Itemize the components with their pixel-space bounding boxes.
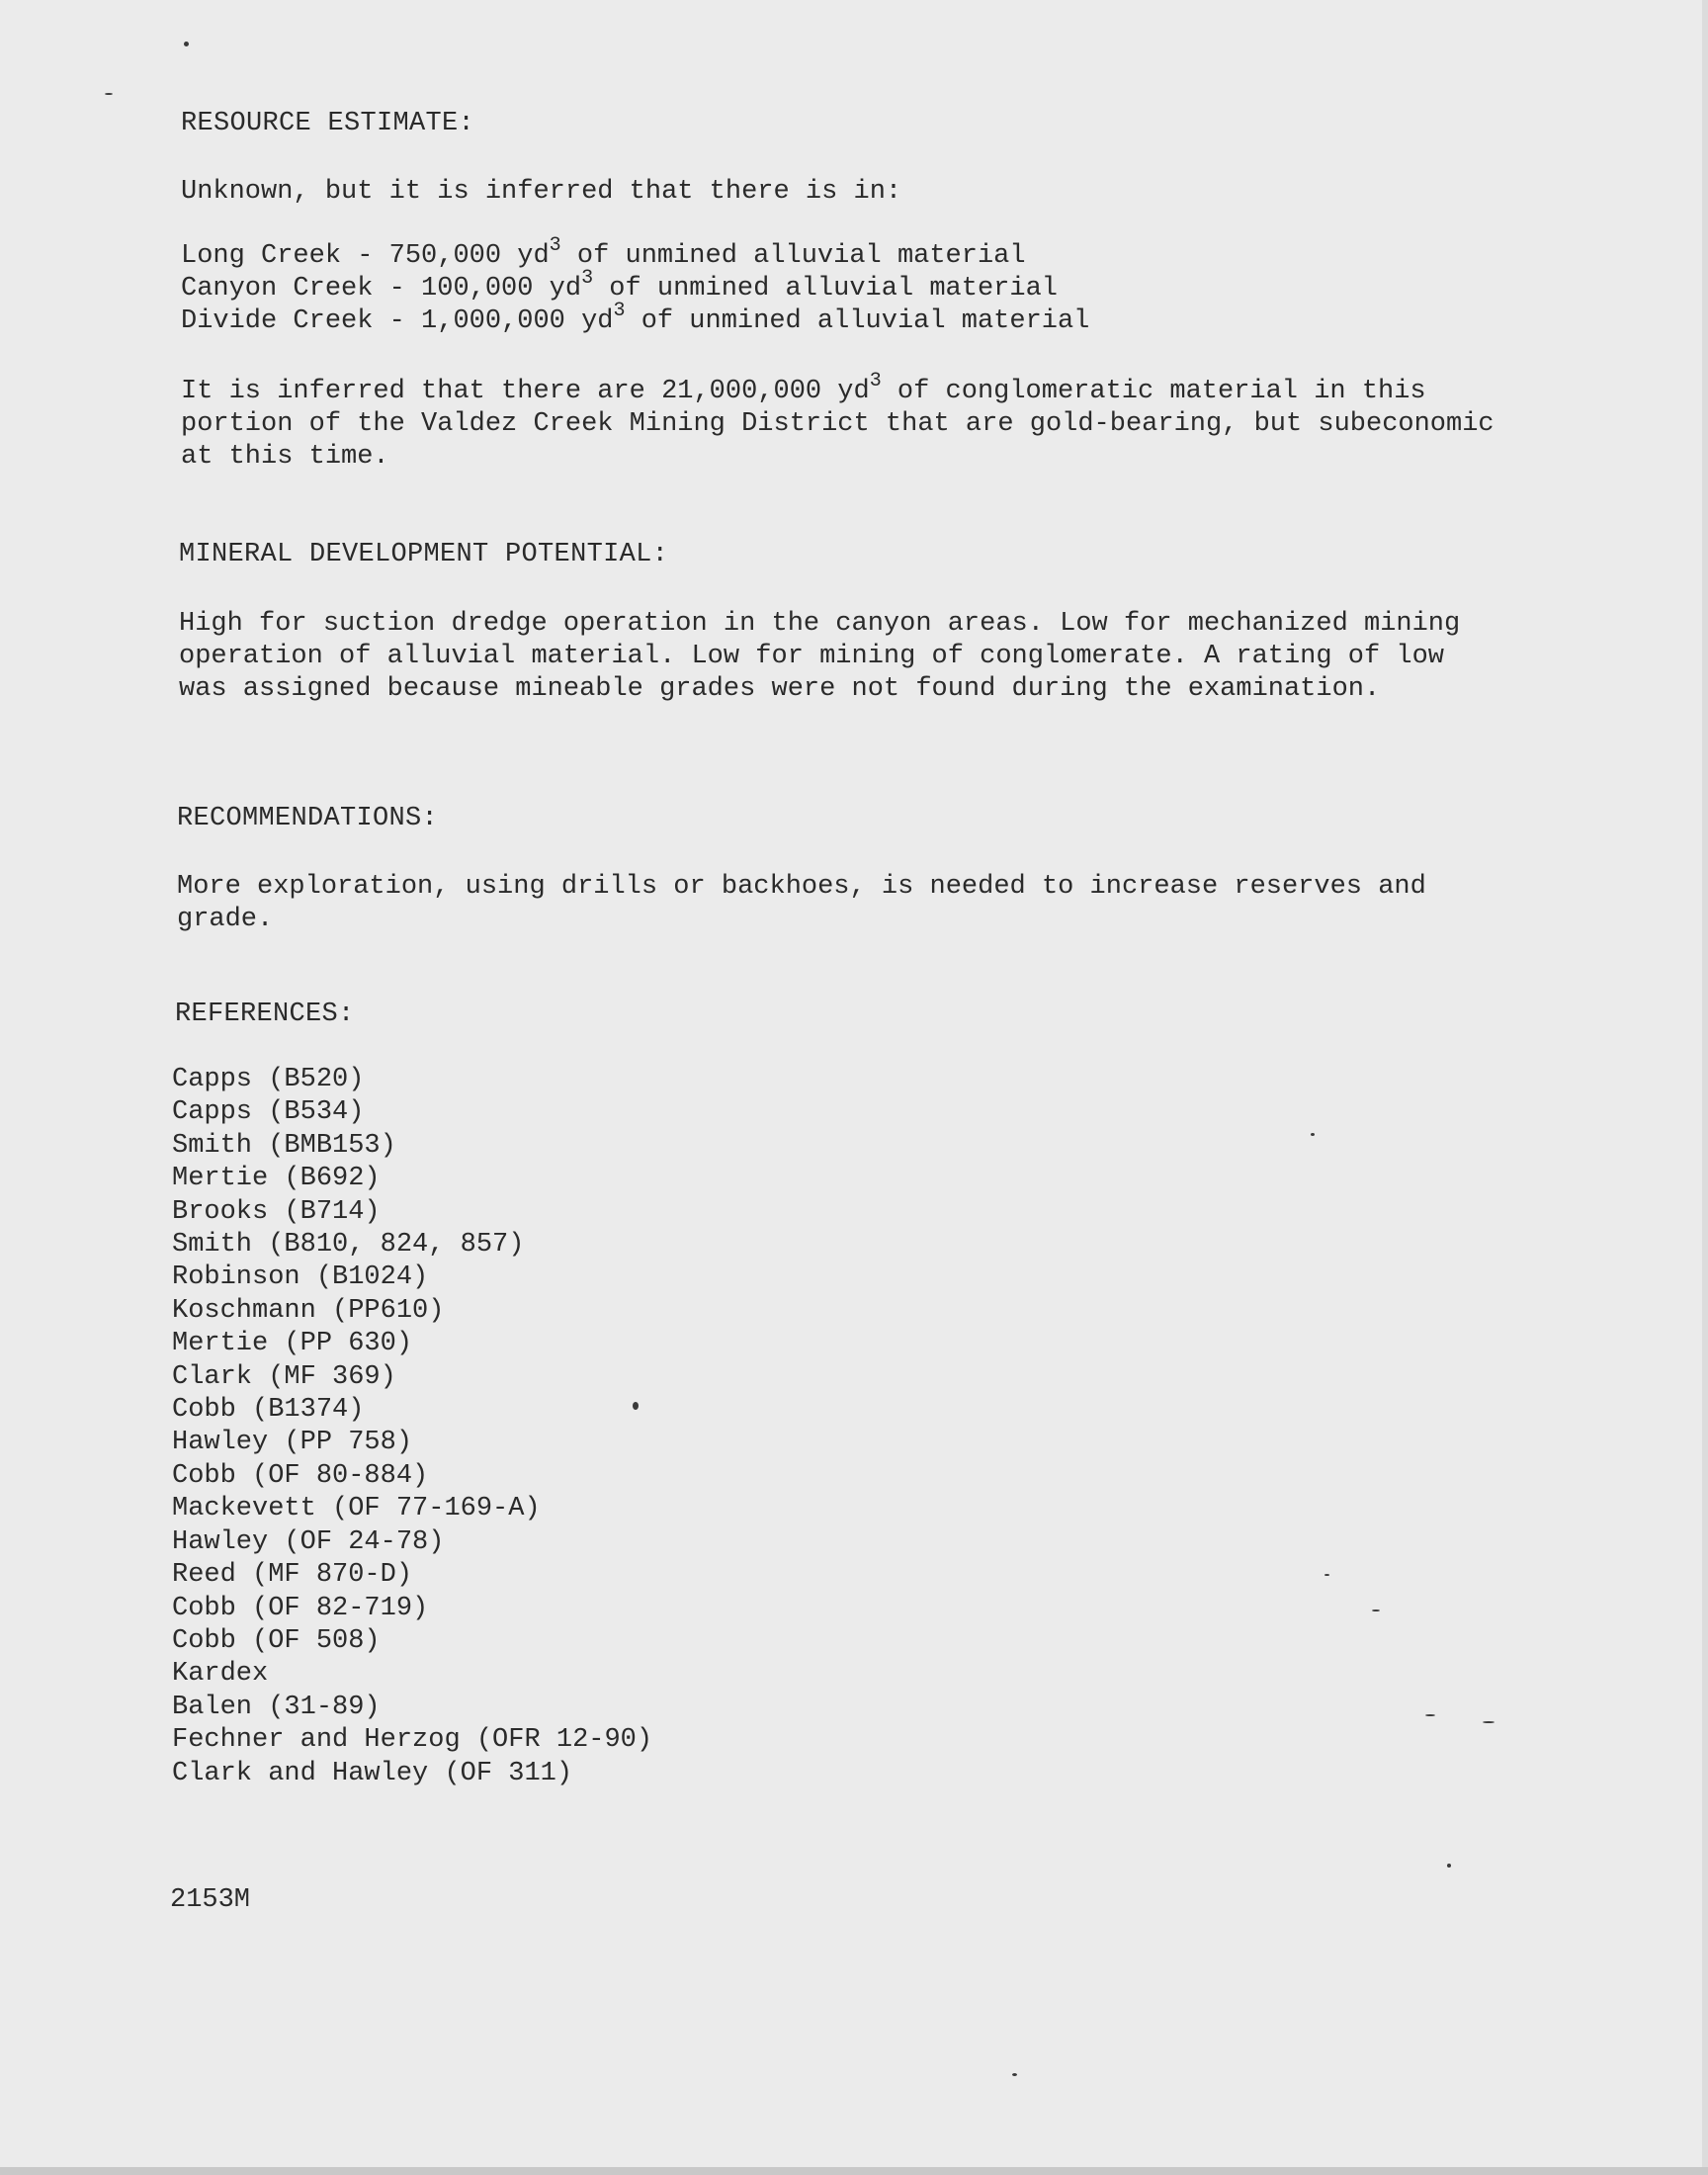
list-item: Balen (31-89): [172, 1692, 381, 1722]
list-item: Reed (MF 870-D): [172, 1560, 413, 1591]
superscript: 3: [869, 370, 882, 392]
scan-speck: [105, 93, 113, 95]
page-edge: [0, 2167, 1708, 2175]
list-item: Smith (BMB153): [172, 1130, 396, 1161]
list-item: Clark (MF 369): [172, 1361, 396, 1392]
line-text: Long Creek - 750,000 yd: [181, 241, 550, 271]
scan-speck: [184, 42, 189, 46]
list-item: Smith (B810, 824, 857): [172, 1230, 525, 1261]
resource-estimate-intro: Unknown, but it is inferred that there is in:: [181, 177, 902, 207]
superscript: 3: [549, 234, 561, 257]
list-item: Brooks (B714): [172, 1196, 381, 1227]
line-text: of unmined alluvial material: [593, 274, 1058, 304]
inferred-paragraph: [181, 370, 1495, 474]
mineral-development-text: High for suction dredge operation in the canyon areas. Low for mechanized mining operation of alluvial material. Low for mining of conglomerate. A rating of low was assigned because mineable grades were not found during the examination.: [179, 609, 1461, 704]
line-text: Canyon Creek - 100,000 yd: [181, 274, 582, 304]
list-item: Kardex: [172, 1659, 269, 1690]
paragraph-text: It is inferred that there are 21,000,000 yd: [181, 377, 870, 406]
document-code: 2153M: [170, 1885, 251, 1915]
list-item: Robinson (B1024): [172, 1262, 429, 1293]
page-edge: [1702, 0, 1708, 2175]
list-item: [181, 300, 1090, 338]
scan-speck: [633, 1402, 639, 1410]
scan-speck: [1012, 2073, 1017, 2076]
resource-estimate-heading: RESOURCE ESTIMATE:: [181, 109, 475, 138]
list-item: Hawley (PP 758): [172, 1428, 413, 1458]
list-item: [181, 234, 1089, 273]
scan-speck: [1372, 1610, 1380, 1611]
recommendations-heading: RECOMMENDATIONS:: [177, 804, 439, 833]
line-text: of unmined alluvial material: [560, 241, 1026, 271]
mineral-development-heading: MINERAL DEVELOPMENT POTENTIAL:: [179, 540, 669, 569]
paragraph-text: of conglomeratic material in this portion of the Valdez Creek Mining District that are gold-bearing, but subeconomic at this time.: [181, 377, 1494, 472]
references-heading: REFERENCES:: [175, 1000, 355, 1029]
list-item: Clark and Hawley (OF 311): [172, 1758, 573, 1788]
scan-speck: [1483, 1721, 1494, 1723]
list-item: Capps (B520): [172, 1065, 365, 1094]
line-text: of unmined alluvial material: [625, 306, 1090, 336]
list-item: [181, 267, 1089, 305]
list-item: Cobb (OF 82-719): [172, 1593, 429, 1623]
list-item: Hawley (OF 24-78): [172, 1526, 445, 1557]
scan-speck: [1447, 1864, 1451, 1868]
list-item: Capps (B534): [172, 1097, 365, 1128]
list-item: Fechner and Herzog (OFR 12-90): [172, 1725, 653, 1756]
list-item: Koschmann (PP610): [172, 1295, 445, 1326]
scan-speck: [1324, 1574, 1329, 1576]
list-item: Cobb (OF 508): [172, 1625, 381, 1656]
scan-speck: [1311, 1133, 1315, 1136]
superscript: 3: [613, 300, 626, 322]
list-item: Cobb (OF 80-884): [172, 1460, 429, 1491]
scan-speck: [1425, 1714, 1435, 1716]
list-item: Cobb (B1374): [172, 1395, 365, 1426]
resource-estimate-list: [181, 234, 1090, 338]
line-text: Divide Creek - 1,000,000 yd: [181, 306, 614, 336]
recommendations-text: More exploration, using drills or backhoes, is needed to increase reserves and grade.: [177, 872, 1426, 934]
list-item: Mertie (B692): [172, 1164, 381, 1194]
list-item: Mackevett (OF 77-169-A): [172, 1494, 541, 1524]
superscript: 3: [581, 267, 594, 290]
references-list: [172, 1064, 652, 1790]
list-item: Mertie (PP 630): [172, 1329, 413, 1359]
